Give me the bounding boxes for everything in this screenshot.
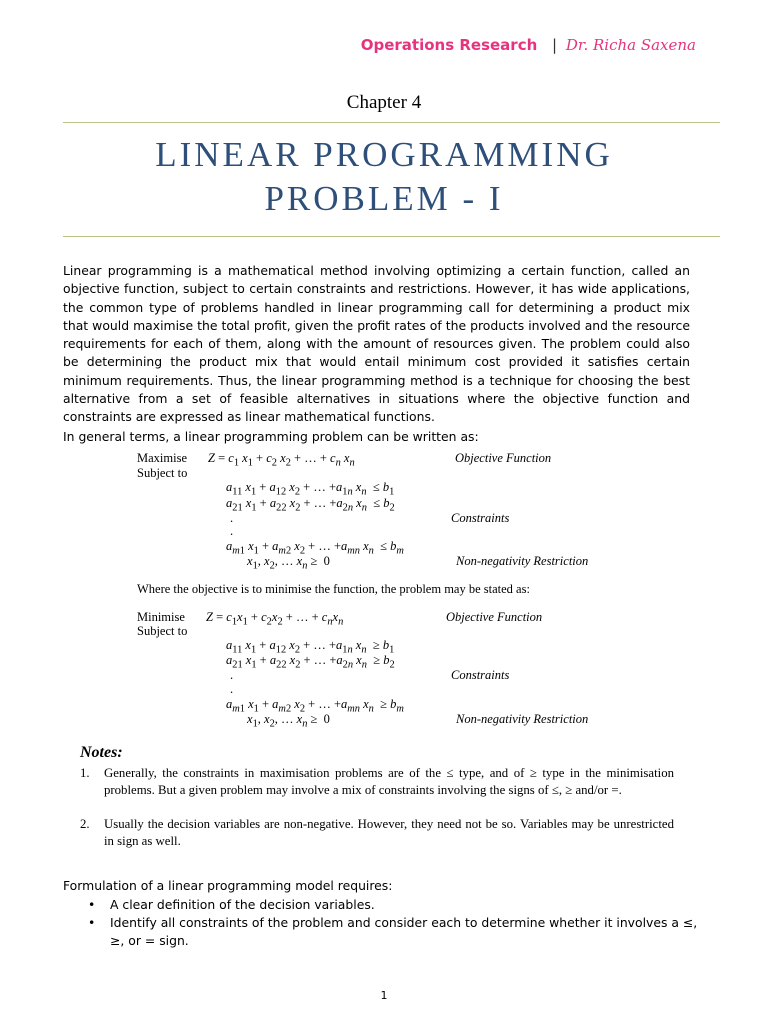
subject-to-label: Subject to bbox=[137, 624, 188, 638]
note-number: 1. bbox=[80, 766, 90, 780]
minimise-intro: Where the objective is to minimise the function, the problem may be stated as: bbox=[137, 582, 530, 596]
min-objective-equation: $Z = c_1x_1 + c_2x_2$ + … + $c_nx_n$ bbox=[206, 610, 344, 628]
list-item bbox=[88, 914, 708, 950]
note-number: 2. bbox=[80, 817, 90, 831]
header-separator: | bbox=[552, 36, 558, 54]
min-constraint-2: $a_{21}$ $x_1 + a_{22}$ $x_2$ + … $+a_{2n}$ $x_n \ge b_2$ bbox=[226, 653, 395, 671]
max-nonnegativity: $x_1$, $x_2$, … $x_n \ge 0$ bbox=[247, 554, 330, 572]
list-item-text: A clear definition of the decision variables. bbox=[110, 897, 375, 912]
minimise-label: Minimise bbox=[137, 610, 185, 624]
bottom-divider bbox=[63, 236, 720, 237]
nonnegativity-label: Non-negativity Restriction bbox=[456, 712, 589, 726]
bullet-icon: • bbox=[88, 897, 96, 912]
list-item bbox=[88, 896, 708, 914]
course-title: Operations Research bbox=[360, 36, 538, 54]
author-name: Dr. Richa Saxena bbox=[565, 36, 696, 54]
min-nonnegativity: $x_1$, $x_2$, … $x_n \ge 0$ bbox=[247, 712, 330, 730]
chapter-number: Chapter 4 bbox=[346, 92, 422, 113]
note-text: Usually the decision variables are non-negative. However, they need not be so. Variables may be unrestricted in sign as well. bbox=[104, 817, 674, 848]
nonnegativity-label: Non-negativity Restriction bbox=[456, 554, 589, 568]
objective-function-label: Objective Function bbox=[446, 610, 543, 624]
max-objective-equation: $Z = c_1$ $x_1 + c_2$ $x_2$ + … + $c_n$ $x_n$ bbox=[208, 451, 355, 469]
general-terms-sentence: In general terms, a linear programming problem can be written as: bbox=[63, 429, 479, 444]
max-constraint-1: $a_{11}$ $x_1 + a_{12}$ $x_2$ + … $+a_{1n}$ $x_n \le b_1$ bbox=[226, 480, 395, 498]
notes-heading: Notes: bbox=[80, 744, 123, 761]
chapter-title-line-2: PROBLEM - I bbox=[264, 179, 504, 218]
subject-to-label: Subject to bbox=[137, 466, 188, 480]
note-item bbox=[80, 765, 674, 799]
min-constraint-1: $a_{11}$ $x_1 + a_{12}$ $x_2$ + … $+a_{1n}$ $x_n \ge b_1$ bbox=[226, 638, 395, 656]
maximise-label: Maximise bbox=[137, 451, 187, 465]
note-item bbox=[80, 816, 674, 850]
ellipsis-dot: . bbox=[230, 668, 234, 682]
bullet-icon: • bbox=[88, 915, 96, 930]
running-header bbox=[361, 36, 696, 54]
min-constraint-m: $a_{m1}$ $x_1 + a_{m2}$ $x_2$ + … $+a_{mn}$ $x_n \ge b_m$ bbox=[226, 697, 404, 715]
formulation-intro: Formulation of a linear programming model requires: bbox=[63, 878, 393, 893]
max-constraint-m: $a_{m1}$ $x_1 + a_{m2}$ $x_2$ + … $+a_{mn}$ $x_n \le b_m$ bbox=[226, 539, 404, 557]
chapter-title-line-1: LINEAR PROGRAMMING bbox=[155, 135, 613, 174]
list-item-text: Identify all constraints of the problem and consider each to determine whether it involves a ≤, ≥, or = sign. bbox=[110, 915, 698, 948]
top-divider bbox=[63, 122, 720, 123]
intro-paragraph: Linear programming is a mathematical method involving optimizing a certain function, called an objective function, subject to certain constraints and restrictions. However, it has wide applications, the common type of problems handled in linear programming call for determining a product mix that would maximise the total profit, given the profit rates of the products involved and the resource requirements for each of them, along with the amount of resources given. The problem could also be determining the product mix that would entail minimum cost provided it satisfies certain minimum requirements. Thus, the linear programming method is a technique for choosing the best alternative from a set of feasible alternatives in situations where the objective function and constraints are expressed as linear mathematical functions. bbox=[63, 263, 690, 425]
page-number: 1 bbox=[380, 989, 388, 1002]
chapter-title bbox=[0, 133, 768, 221]
ellipsis-dot: . bbox=[230, 511, 234, 525]
constraints-label: Constraints bbox=[451, 511, 510, 525]
max-constraint-2: $a_{21}$ $x_1 + a_{22}$ $x_2$ + … $+a_{2n}$ $x_n \le b_2$ bbox=[226, 496, 395, 514]
objective-function-label: Objective Function bbox=[455, 451, 552, 465]
ellipsis-dot: . bbox=[230, 682, 234, 696]
ellipsis-dot: . bbox=[230, 524, 234, 538]
constraints-label: Constraints bbox=[451, 668, 510, 682]
note-text: Generally, the constraints in maximisation problems are of the ≤ type, and of ≥ type in the minimisation problems. But a given problem may involve a mix of constraints involving the signs of ≤, ≥ and/or =. bbox=[104, 766, 674, 797]
